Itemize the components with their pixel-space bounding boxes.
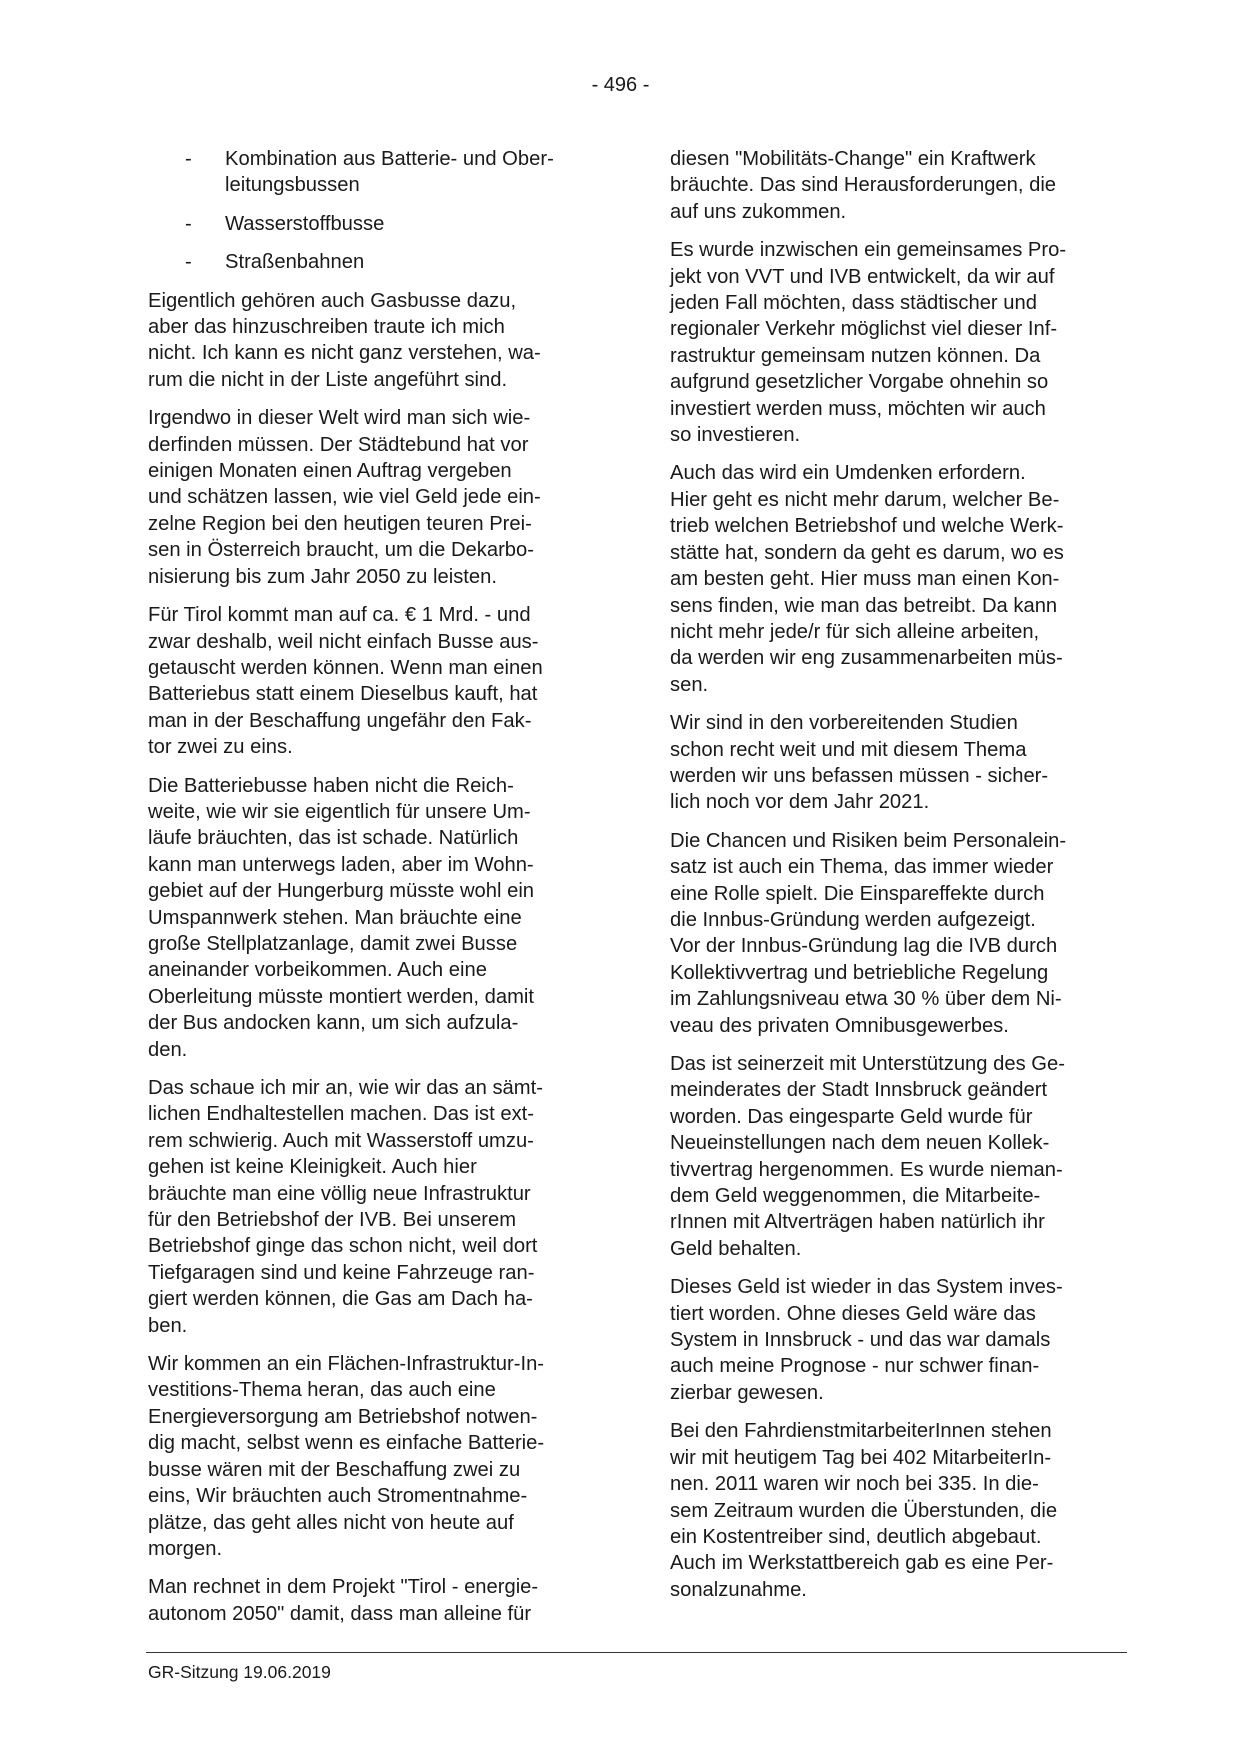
bullet-dash: - [185, 251, 192, 274]
bullet-text: Straßenbahnen [225, 251, 365, 274]
paragraph: Bei den FahrdienstmitarbeiterInnen stehen wir mit heutigem Tag bei 402 MitarbeiterIn- nen. 2011 waren wir noch bei 335. In die- sem Zeitraum wurden die Überstunden, die ein Kostentreiber sind, deutlich abgebaut. Auch im Werkstattbereich gab es eine Per- sonalzunahme. [670, 1420, 1058, 1601]
left-column [148, 146, 598, 1639]
bullet-text: Kombination aus Batterie- und Ober- leitungsbussen [225, 148, 554, 197]
paragraph: Irgendwo in dieser Welt wird man sich wie- derfinden müssen. Der Städtebund hat vor einigen Monaten einen Auftrag vergeben und schätzen lassen, wie viel Geld jede ein- zelne Region bei den heutigen teuren Prei- sen in Österreich braucht, um die Dekarbo- nisierung bis zum Jahr 2050 zu leisten. [148, 407, 541, 588]
right-column [670, 146, 1126, 1615]
footer-divider [146, 1652, 1127, 1653]
footer-session-date: GR-Sitzung 19.06.2019 [148, 1662, 331, 1682]
paragraph: Das schaue ich mir an, wie wir das an sämt- lichen Endhaltestellen machen. Das ist ext- rem schwierig. Auch mit Wasserstoff umzu- gehen ist keine Kleinigkeit. Auch hier bräuchte man eine völlig neue Infrastruktur für den Betriebshof der IVB. Bei unserem Betriebshof ginge das schon nicht, weil dort Tiefgaragen sind und keine Fahrzeuge ran- giert werden können, die Gas am Dach ha- ben. [148, 1077, 543, 1337]
paragraph: Auch das wird ein Umdenken erfordern. Hier geht es nicht mehr darum, welcher Be- trieb welchen Betriebshof und welche Werk- stätte hat, sondern da geht es darum, wo es am besten geht. Hier muss man einen Kon- sens finden, wie man das betreibt. Da kann nicht mehr jede/r für sich alleine arbeiten, da werden wir eng zusammenarbeiten müs- sen. [670, 462, 1064, 696]
paragraph: Für Tirol kommt man auf ca. € 1 Mrd. - und zwar deshalb, weil nicht einfach Busse aus- getauscht werden können. Wenn man einen Batteriebus statt einem Dieselbus kauft, hat man in der Beschaffung ungefähr den Fak- tor zwei zu eins. [148, 604, 543, 759]
paragraph: Das ist seinerzeit mit Unterstützung des Ge- meinderates der Stadt Innsbruck geändert worden. Das eingesparte Geld wurde für Neueinstellungen nach dem neuen Kollek- tivvertrag hergenommen. Es wurde nieman- dem Geld weggenommen, die Mitarbeite- rInnen mit Altverträgen haben natürlich ihr Geld behalten. [670, 1053, 1065, 1260]
paragraph: Dieses Geld ist wieder in das System inves- tiert worden. Ohne dieses Geld wäre das System in Innsbruck - und das war damals auch meine Prognose - nur schwer finan- zierbar gewesen. [670, 1276, 1063, 1404]
page-number: - 496 - [591, 74, 650, 96]
bullet-item [148, 249, 598, 275]
bullet-dash: - [185, 212, 192, 235]
paragraph: Man rechnet in dem Projekt "Tirol - energie- autonom 2050" damit, dass man alleine für [148, 1576, 539, 1625]
paragraph: Wir kommen an ein Flächen-Infrastruktur-In- vestitions-Thema heran, das auch eine Energieversorgung am Betriebshof notwen- dig macht, selbst wenn es einfache Batterie- busse wären mit der Beschaffung zwei zu eins, Wir bräuchten auch Stromentnahme- plätze, das geht alles nicht von heute auf morgen. [148, 1353, 545, 1560]
bullet-item [148, 211, 598, 237]
bullet-dash: - [185, 148, 192, 170]
paragraph: Die Batteriebusse haben nicht die Reich- weite, wie wir sie eigentlich für unsere Um- läufe bräuchten, das ist schade. Natürlich kann man unterwegs laden, aber im Wohn- gebiet auf der Hungerburg müsste wohl ein Umspannwerk stehen. Man bräuchte eine große Stellplatzanlage, damit zwei Busse aneinander vorbeikommen. Auch eine Oberleitung müsste montiert werden, damit der Bus andocken kann, um sich aufzula- den. [148, 774, 535, 1061]
bullet-item [148, 146, 598, 199]
paragraph: diesen "Mobilitäts-Change" ein Kraftwerk bräuchte. Das sind Herausforderungen, die auf uns zukommen. [670, 148, 1057, 223]
paragraph: Die Chancen und Risiken beim Personalein- satz ist auch ein Thema, das immer wieder eine Rolle spielt. Die Einspareffekte durch die Innbus-Gründung werden aufgezeigt. Vor der Innbus-Gründung lag die IVB durch Kollektivvertrag und betriebliche Regelung im Zahlungsniveau etwa 30 % über dem Ni- veau des privaten Omnibusgewerbes. [670, 829, 1067, 1037]
bullet-text: Wasserstoffbusse [225, 212, 385, 235]
paragraph: Wir sind in den vorbereitenden Studien schon recht weit und mit diesem Thema werden wir uns befassen müssen - sicher- lich noch vor dem Jahr 2021. [670, 712, 1049, 814]
paragraph: Eigentlich gehören auch Gasbusse dazu, aber das hinzuschreiben traute ich mich nicht. Ich kann es nicht ganz verstehen, wa- rum die nicht in der Liste angeführt sind. [148, 289, 541, 391]
paragraph: Es wurde inzwischen ein gemeinsames Pro- jekt von VVT und IVB entwickelt, da wir auf jeden Fall möchten, dass städtischer und regionaler Verkehr möglichst viel dieser Inf- rastruktur gemeinsam nutzen können. Da aufgrund gesetzlicher Vorgabe ohnehin so investiert werden muss, möchten wir auch so investieren. [670, 239, 1067, 447]
